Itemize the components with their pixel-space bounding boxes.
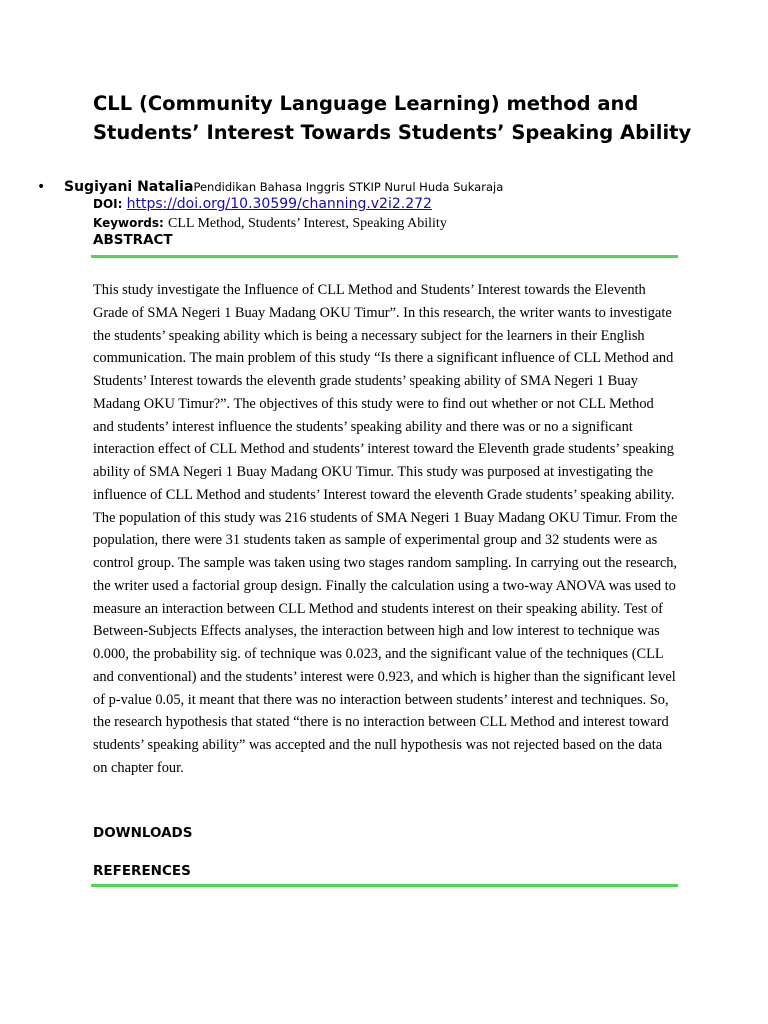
abstract-text: This study investigate the Influence of CLL Method and Students’ Interest towards the Eleventh Grade of SMA Negeri 1 Buay Madang OKU Timur”. In this research, the writer wants to investigate the students’ speaking ability which is being a necessary subject for the learners in their English communication. The main problem of this study “Is there a significant influence of CLL Method and Students’ Interest towards the eleventh grade students’ speaking ability of SMA Negeri 1 Buay Madang OKU Timur?”. The objectives of this study were to find out whether or not CLL Method and students’ interest influence the students’ speaking ability and there was or no a significant interaction effect of CLL Method and students’ interest toward the Eleventh grade students’ speaking ability of SMA Negeri 1 Buay Madang OKU Timur. This study was purposed at investigating the influence of CLL Method and students’ Interest toward the eleventh Grade students’ speaking ability. The population of this study was 216 students of SMA Negeri 1 Buay Madang OKU Timur. From the population, there were 31 students taken as sample of experimental group and 32 students were as control group. The sample was taken using two stages random sampling. In carrying out the research, the writer used a factorial group design. Finally the calculation using a two-way ANOVA was used to measure an interaction between CLL Method and students interest on their speaking ability. Test of Between-Subjects Effects analyses, the interaction between high and low interest to technique was 0.000, the probability sig. of technique was 0.023, and the significant value of the techniques (CLL and conventional) and the students’ interest were 0.923, and which is higher than the significant level of p-value 0.05, it meant that there was no interaction between students’ interest and techniques. So, the research hypothesis that stated “there is no interaction between CLL Method and interest toward students’ speaking ability” was accepted and the null hypothesis was not rejected based on the data on chapter four. [93, 282, 678, 776]
downloads-heading[interactable]: DOWNLOADS [93, 825, 193, 841]
abstract-heading: ABSTRACT [93, 232, 173, 248]
references-divider [91, 884, 678, 887]
keywords-line [93, 214, 447, 232]
article-title: CLL (Community Language Learning) method and Students’ Interest Towards Students’ Speaking Ability [93, 92, 692, 144]
abstract-divider [91, 255, 678, 258]
doi-link[interactable]: https://doi.org/10.30599/channing.v2i2.272 [126, 196, 432, 212]
keywords-label: Keywords: [93, 216, 169, 230]
doi-line [93, 195, 432, 213]
doi-label: DOI: [93, 197, 127, 211]
keywords-value: CLL Method, Students’ Interest, Speaking Ability [168, 216, 447, 231]
author-line [64, 178, 503, 196]
author-affiliation: Pendidikan Bahasa Inggris STKIP Nurul Huda Sukaraja [193, 180, 504, 194]
author-bullet: • [37, 179, 46, 195]
author-name: Sugiyani Natalia [64, 179, 194, 195]
references-heading[interactable]: REFERENCES [93, 863, 191, 879]
